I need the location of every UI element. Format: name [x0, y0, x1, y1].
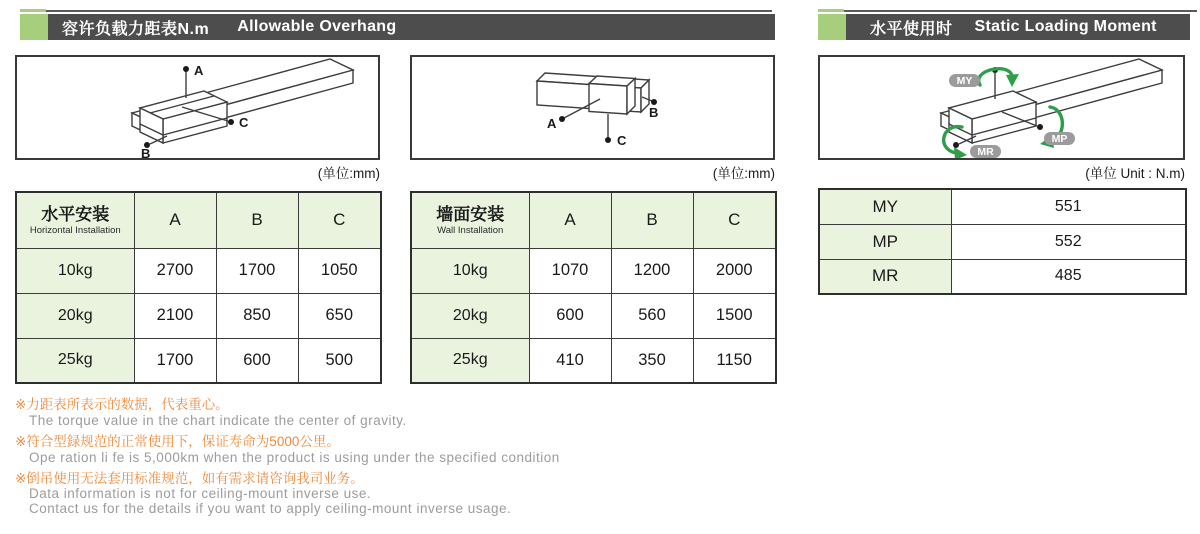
table-row [16, 293, 381, 338]
value-cell: 2700 [134, 248, 216, 293]
moment-label-cell: MR [819, 259, 951, 294]
table-row [819, 259, 1186, 294]
top-rule-green-left [20, 9, 46, 12]
point-a-label: A [194, 63, 204, 78]
mr-axis-dot [953, 142, 959, 148]
value-cell: 1700 [216, 248, 298, 293]
table-static-moment [818, 188, 1187, 295]
load-cell: 10kg [411, 248, 529, 293]
load-cell: 20kg [411, 293, 529, 338]
point-a-dot [559, 116, 565, 122]
load-cell: 10kg [16, 248, 134, 293]
value-cell: 1700 [134, 338, 216, 383]
value-cell: 1200 [611, 248, 693, 293]
table-title-cell [16, 192, 134, 248]
value-cell: 600 [216, 338, 298, 383]
point-c-label: C [239, 115, 249, 130]
table-title-zh: 水平安装 [41, 204, 110, 224]
point-c-label: C [617, 133, 627, 148]
value-cell: 2100 [134, 293, 216, 338]
wall-installation-drawing [412, 57, 773, 158]
section-title-zh-moment: 水平使用时 [870, 20, 953, 38]
section-title-zh-overhang: 容许负载力距表N.m [62, 20, 210, 38]
point-b-label: B [141, 146, 151, 158]
moment-value-cell: 485 [951, 259, 1186, 294]
table-wall-installation [410, 191, 777, 384]
value-cell: 1500 [693, 293, 776, 338]
value-cell: 1150 [693, 338, 776, 383]
section-title-en-overhang: Allowable Overhang [237, 18, 397, 35]
footnote-zh: ※力距表所表示的数据，代表重心。 [15, 397, 229, 412]
point-c-dot [605, 137, 611, 143]
top-rule-dark-left [46, 10, 772, 12]
footnote-en: Ope ration li fe is 5,000km when the product is using under the specified condition [29, 450, 560, 465]
column-header-c: C [693, 192, 776, 248]
table-horizontal-installation [15, 191, 382, 384]
moment-label-cell: MP [819, 224, 951, 259]
point-c-dot [228, 119, 234, 125]
footnote-zh: ※符合型録规范的正常使用下，保证寿命为5000公里。 [15, 434, 340, 449]
load-cell: 25kg [411, 338, 529, 383]
table-row [819, 189, 1186, 224]
table-row [411, 248, 776, 293]
diagram-wall-installation [410, 55, 775, 160]
footnote-zh: ※倒吊使用无法套用标准规范，如有需求请咨询我司业务。 [15, 471, 364, 486]
table-row [819, 224, 1186, 259]
value-cell: 500 [298, 338, 381, 383]
table-row [16, 338, 381, 383]
footnotes [15, 396, 915, 516]
section-title-en-moment: Static Loading Moment [974, 18, 1157, 35]
point-a-label: A [547, 116, 557, 131]
my-rotation-arrowhead [1006, 74, 1019, 87]
my-pill-label: MY [956, 75, 973, 87]
horizontal-installation-drawing [17, 57, 378, 158]
section-accent-square-moment [818, 14, 846, 40]
moment-value-cell: 551 [951, 189, 1186, 224]
footnote-en: Contact us for the details if you want to apply ceiling-mount inverse usage. [29, 500, 512, 516]
section-accent-square-overhang [20, 14, 48, 40]
carriage-front-face [589, 84, 627, 115]
section-header-moment [846, 14, 1190, 40]
unit-label-mm-left: (单位:mm) [317, 166, 380, 181]
section-header-overhang [48, 14, 775, 40]
table-row [411, 338, 776, 383]
mr-pill-label: MR [977, 146, 994, 158]
column-header-a: A [134, 192, 216, 248]
table-row [411, 293, 776, 338]
column-header-a: A [529, 192, 611, 248]
column-header-b: B [216, 192, 298, 248]
static-moment-drawing [820, 57, 1183, 158]
moment-label-cell: MY [819, 189, 951, 224]
table-title-en: Horizontal Installation [29, 224, 121, 236]
table-header-row [411, 192, 776, 248]
table-row [16, 248, 381, 293]
unit-label-mm-mid: (单位:mm) [712, 166, 775, 181]
table-header-row [16, 192, 381, 248]
value-cell: 600 [529, 293, 611, 338]
point-b-label: B [649, 105, 659, 120]
mp-pill-label: MP [1051, 133, 1068, 145]
value-cell: 560 [611, 293, 693, 338]
diagram-static-moment [818, 55, 1185, 160]
value-cell: 350 [611, 338, 693, 383]
value-cell: 650 [298, 293, 381, 338]
column-header-b: B [611, 192, 693, 248]
load-cell: 20kg [16, 293, 134, 338]
diagram-horizontal-installation [15, 55, 380, 160]
column-header-c: C [298, 192, 381, 248]
value-cell: 2000 [693, 248, 776, 293]
value-cell: 1050 [298, 248, 381, 293]
table-title-cell [411, 192, 529, 248]
footnote-en: The torque value in the chart indicate the center of gravity. [29, 413, 407, 428]
top-rule-green-right [818, 9, 844, 12]
table-title-en: Wall Installation [437, 224, 504, 236]
table-title-zh: 墙面安装 [436, 204, 505, 224]
value-cell: 410 [529, 338, 611, 383]
top-rule-dark-right [844, 10, 1197, 12]
load-cell: 25kg [16, 338, 134, 383]
mp-axis-dot [1037, 124, 1043, 130]
value-cell: 850 [216, 293, 298, 338]
footnote-en: Data information is not for ceiling-mount inverse use. [29, 486, 372, 501]
value-cell: 1070 [529, 248, 611, 293]
moment-value-cell: 552 [951, 224, 1186, 259]
point-a-dot [183, 66, 189, 72]
unit-label-nm: (单位 Unit : N.m) [1085, 166, 1185, 181]
mr-rotation-arrowhead [954, 147, 967, 158]
